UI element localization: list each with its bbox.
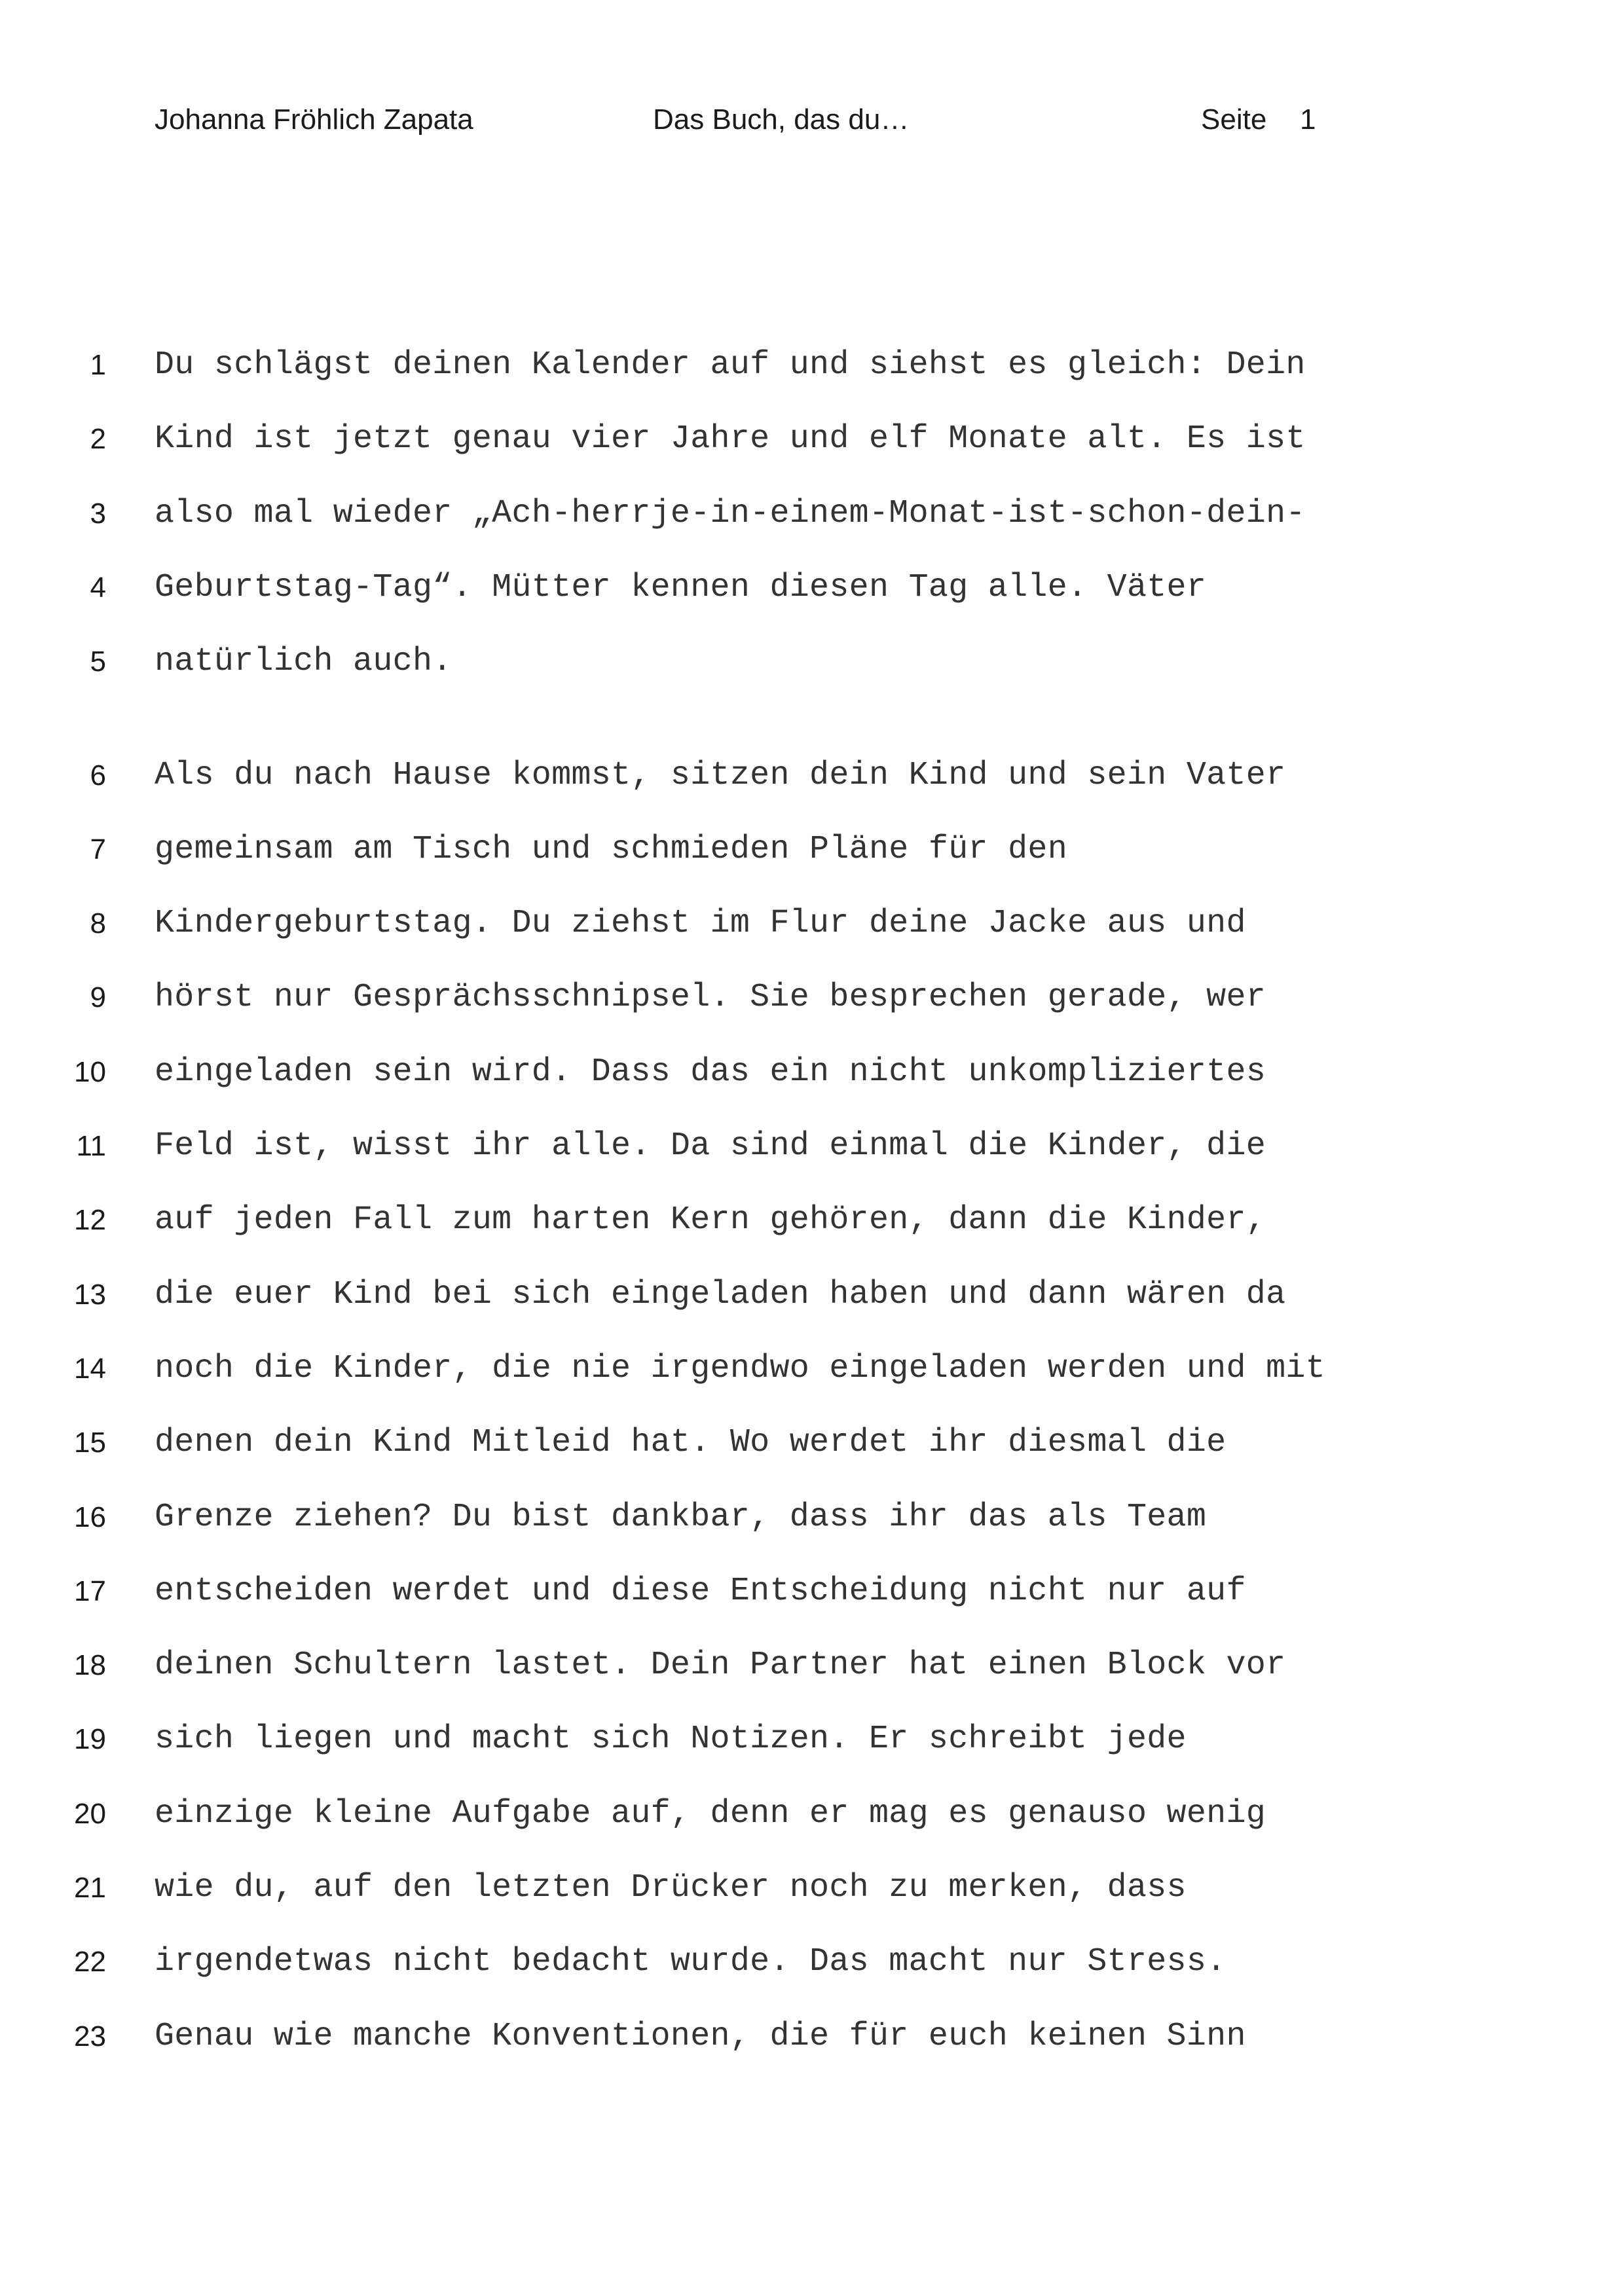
line-text: auf jeden Fall zum harten Kern gehören, dann die Kinder,	[155, 1201, 1266, 1239]
line-text: einzige kleine Aufgabe auf, denn er mag es genauso wenig	[155, 1795, 1266, 1832]
line-number: 18	[74, 1649, 106, 1682]
line-number: 10	[74, 1055, 106, 1088]
line-number: 22	[74, 1946, 106, 1978]
manuscript-line	[0, 339, 1624, 392]
manuscript-line	[0, 488, 1624, 540]
line-number: 4	[90, 571, 106, 604]
line-text: irgendetwas nicht bedacht wurde. Das macht nur Stress.	[155, 1943, 1227, 1981]
line-number: 20	[74, 1797, 106, 1830]
line-text: noch die Kinder, die nie irgendwo eingeladen werden und mit	[155, 1349, 1325, 1387]
manuscript-line	[0, 1862, 1624, 1914]
line-text: Du schlägst deinen Kalender auf und siehst es gleich: Dein	[155, 346, 1306, 384]
line-text: Kindergeburtstag. Du ziehst im Flur deine Jacke aus und	[155, 905, 1246, 943]
line-number: 14	[74, 1352, 106, 1385]
manuscript-line	[0, 1194, 1624, 1247]
line-text: Feld ist, wisst ihr alle. Da sind einmal die Kinder, die	[155, 1127, 1266, 1165]
line-number: 5	[90, 646, 106, 678]
manuscript-line	[0, 1491, 1624, 1544]
manuscript-line	[0, 898, 1624, 950]
line-number: 21	[74, 1872, 106, 1904]
line-number: 12	[74, 1204, 106, 1237]
line-text: denen dein Kind Mitleid hat. Wo werdet ihr diesmal die	[155, 1424, 1227, 1462]
line-text: Grenze ziehen? Du bist dankbar, dass ihr das als Team	[155, 1498, 1207, 1536]
line-number: 9	[90, 981, 106, 1014]
header-title: Das Buch, das du…	[653, 103, 910, 136]
line-number: 3	[90, 497, 106, 530]
line-text: eingeladen sein wird. Dass das ein nicht unkompliziertes	[155, 1053, 1266, 1091]
line-text: deinen Schultern lastet. Dein Partner hat einen Block vor	[155, 1647, 1286, 1685]
manuscript-line	[0, 1936, 1624, 1988]
line-text: entscheiden werdet und diese Entscheidung nicht nur auf	[155, 1572, 1246, 1610]
line-number: 16	[74, 1501, 106, 1533]
manuscript-line	[0, 1788, 1624, 1840]
line-text: wie du, auf den letzten Drücker noch zu merken, dass	[155, 1869, 1187, 1906]
line-number: 17	[74, 1575, 106, 1607]
manuscript-line	[0, 972, 1624, 1024]
line-number: 1	[90, 349, 106, 381]
header-author: Johanna Fröhlich Zapata	[155, 103, 473, 136]
line-text: natürlich auch.	[155, 643, 452, 681]
line-text: gemeinsam am Tisch und schmieden Pläne für den	[155, 830, 1068, 868]
line-text: Kind ist jetzt genau vier Jahre und elf Monate alt. Es ist	[155, 420, 1306, 458]
line-number: 2	[90, 423, 106, 456]
line-text: also mal wieder „Ach-herrje-in-einem-Monat-ist-schon-dein-	[155, 494, 1306, 532]
manuscript-line	[0, 824, 1624, 876]
manuscript-line	[0, 1046, 1624, 1099]
manuscript-line	[0, 1120, 1624, 1173]
manuscript-line	[0, 750, 1624, 802]
line-number: 13	[74, 1278, 106, 1311]
line-number: 11	[76, 1130, 106, 1162]
manuscript-line	[0, 1417, 1624, 1469]
line-number: 7	[90, 833, 106, 866]
line-text: sich liegen und macht sich Notizen. Er schreibt jede	[155, 1721, 1187, 1758]
manuscript-line	[0, 1713, 1624, 1766]
line-text: Als du nach Hause kommst, sitzen dein Kind und sein Vater	[155, 756, 1286, 794]
header-page-label: Seite	[1201, 103, 1267, 136]
manuscript-line	[0, 1639, 1624, 1692]
line-number: 15	[74, 1427, 106, 1459]
header-page-number: 1	[1300, 103, 1316, 136]
line-number: 8	[90, 907, 106, 940]
manuscript-line	[0, 562, 1624, 614]
line-number: 23	[74, 2020, 106, 2052]
manuscript-line	[0, 1269, 1624, 1321]
line-text: hörst nur Gesprächsschnipsel. Sie besprechen gerade, wer	[155, 979, 1266, 1017]
manuscript-line	[0, 1343, 1624, 1395]
line-number: 6	[90, 759, 106, 792]
manuscript-line	[0, 2011, 1624, 2063]
line-text: Geburtstag-Tag“. Mütter kennen diesen Tag alle. Väter	[155, 568, 1207, 606]
manuscript-line	[0, 413, 1624, 465]
line-text: die euer Kind bei sich eingeladen haben und dann wären da	[155, 1275, 1286, 1313]
manuscript-line	[0, 1565, 1624, 1618]
manuscript-line	[0, 636, 1624, 688]
line-number: 19	[74, 1723, 106, 1756]
line-text: Genau wie manche Konventionen, die für euch keinen Sinn	[155, 2017, 1246, 2055]
